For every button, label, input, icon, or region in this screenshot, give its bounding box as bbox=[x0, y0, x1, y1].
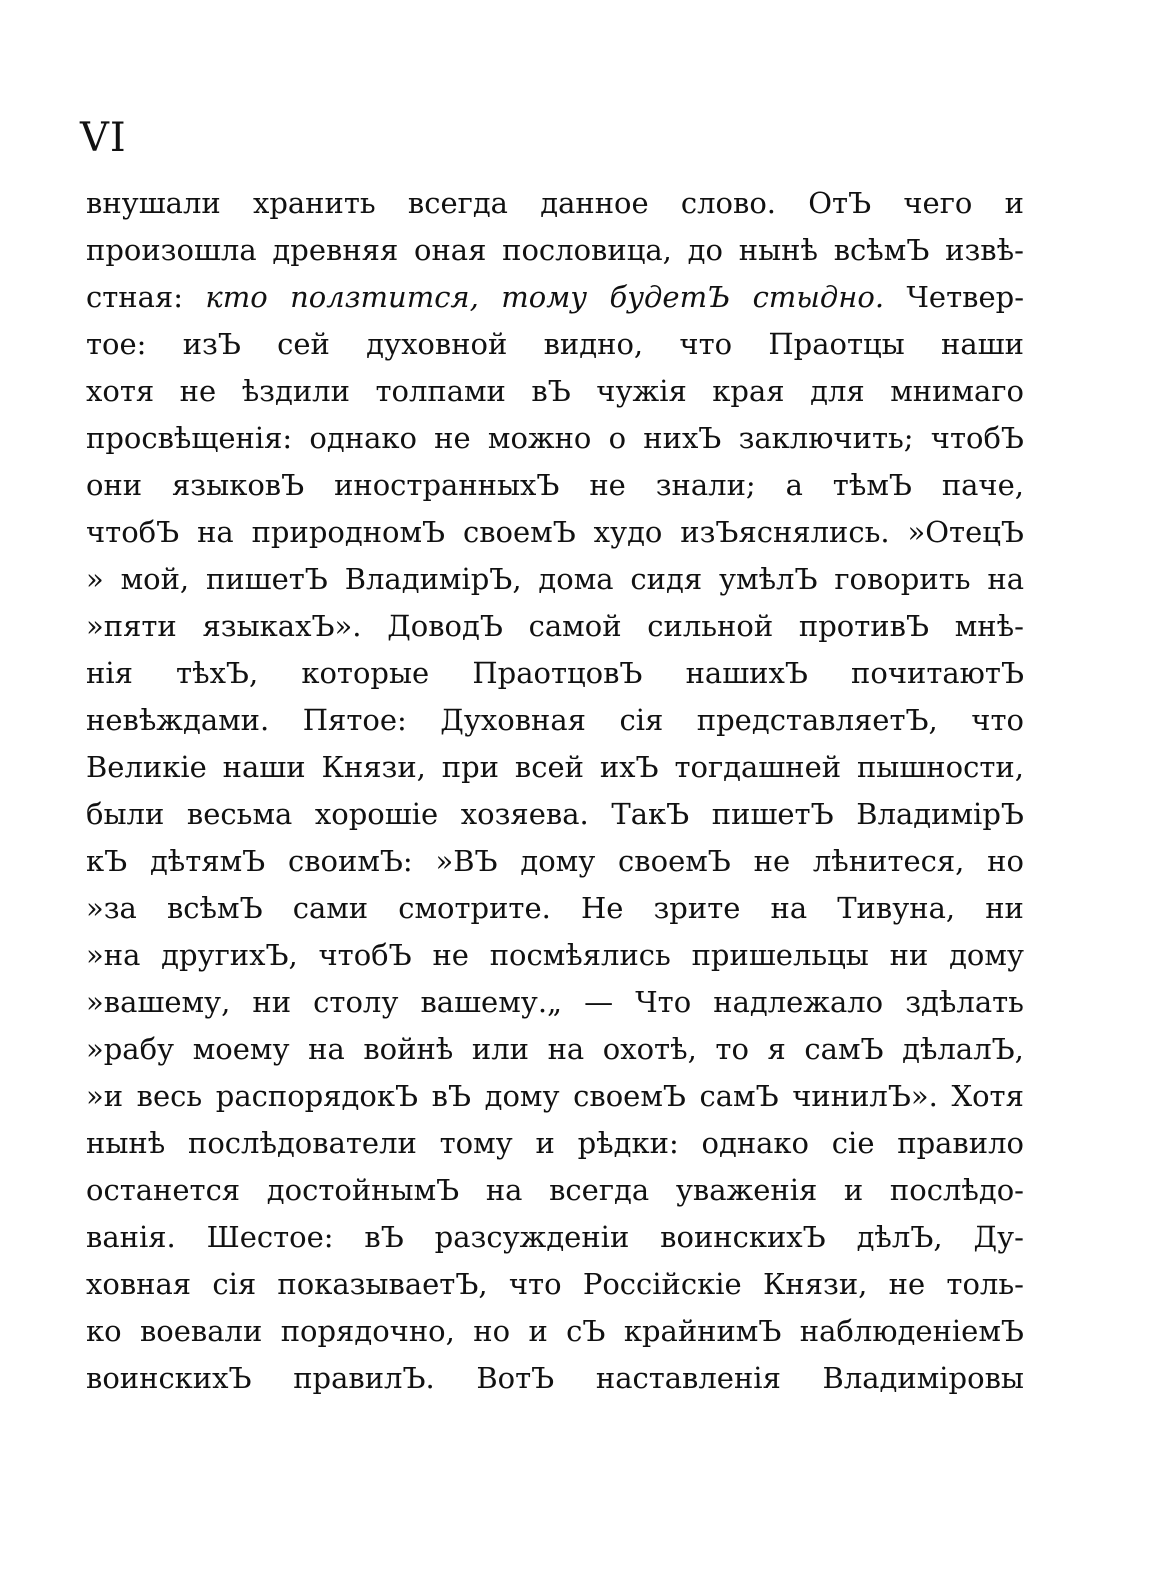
word: уваженія bbox=[675, 1173, 818, 1207]
word: всѣмЪ bbox=[833, 233, 930, 267]
word: духовной bbox=[366, 327, 508, 361]
word: столу bbox=[313, 985, 399, 1019]
word: однако bbox=[309, 421, 417, 455]
word: тому bbox=[439, 1126, 513, 1160]
word: сильной bbox=[647, 609, 774, 643]
word: правилЪ. bbox=[293, 1361, 435, 1395]
word: не bbox=[179, 374, 217, 408]
word: сей bbox=[277, 327, 330, 361]
word: хранить bbox=[252, 186, 376, 220]
word: вЪ bbox=[431, 1079, 471, 1113]
word: зрите bbox=[653, 891, 741, 925]
word: видно, bbox=[543, 327, 644, 361]
word: Князи, bbox=[762, 1267, 868, 1301]
word: своемЪ bbox=[618, 844, 731, 878]
text-line bbox=[86, 697, 1024, 744]
word: » bbox=[86, 562, 104, 596]
word: но bbox=[473, 1314, 511, 1348]
word: толпами bbox=[375, 374, 506, 408]
word: надлежало bbox=[713, 985, 884, 1019]
word: и bbox=[843, 1173, 864, 1207]
word: на bbox=[485, 1173, 523, 1207]
word: чтобЪ bbox=[930, 421, 1024, 455]
word: ВладимірЪ bbox=[856, 797, 1024, 831]
word: сіе bbox=[831, 1126, 875, 1160]
word: дому bbox=[484, 1079, 560, 1113]
word: вЪ bbox=[531, 374, 571, 408]
word: говорить bbox=[834, 562, 971, 596]
word: воинскихЪ bbox=[86, 1361, 252, 1395]
text-line bbox=[86, 274, 1024, 321]
word: извѣ- bbox=[945, 233, 1024, 267]
word: противЪ bbox=[798, 609, 929, 643]
word: которые bbox=[301, 656, 430, 690]
text-line bbox=[86, 932, 1024, 979]
word: »вашему, bbox=[86, 985, 231, 1019]
word: сЪ bbox=[566, 1314, 606, 1348]
word: своимЪ: bbox=[287, 844, 413, 878]
text-line bbox=[86, 838, 1024, 885]
text-line bbox=[86, 509, 1024, 556]
word: до bbox=[687, 233, 723, 267]
word: что bbox=[679, 327, 733, 361]
word: просвѣщенія: bbox=[86, 421, 293, 455]
text-line bbox=[86, 1073, 1024, 1120]
word: дѣлЪ, bbox=[856, 1220, 943, 1254]
word: языкахЪ». bbox=[202, 609, 362, 643]
word: всѣмЪ bbox=[166, 891, 263, 925]
word: дому bbox=[520, 844, 596, 878]
word: иностранныхЪ bbox=[334, 468, 560, 502]
word: умѣлЪ bbox=[718, 562, 818, 596]
word: пишетЪ bbox=[711, 797, 834, 831]
word: тѣхЪ, bbox=[176, 656, 259, 690]
word: сами bbox=[292, 891, 369, 925]
word: всей bbox=[514, 750, 584, 784]
word: самой bbox=[528, 609, 622, 643]
word: распорядокЪ bbox=[215, 1079, 419, 1113]
word: тѣмЪ bbox=[832, 468, 912, 502]
word: сидя bbox=[630, 562, 703, 596]
word: »рабу bbox=[86, 1032, 175, 1066]
word: заключить; bbox=[738, 421, 914, 455]
word: Тивуна, bbox=[837, 891, 956, 925]
text-line bbox=[86, 1261, 1024, 1308]
text-line bbox=[86, 368, 1024, 415]
word: Четвер- bbox=[906, 280, 1024, 314]
word: Духовная bbox=[440, 703, 586, 737]
word: охотѣ, bbox=[602, 1032, 697, 1066]
word: не bbox=[589, 468, 626, 502]
word: своемЪ bbox=[573, 1079, 686, 1113]
word: Владиміровы bbox=[822, 1361, 1024, 1395]
word: изЪ bbox=[182, 327, 241, 361]
word: правило bbox=[897, 1126, 1024, 1160]
word: однако bbox=[701, 1126, 810, 1160]
word: не bbox=[432, 938, 469, 972]
word: пришельцы bbox=[691, 938, 869, 972]
text-line bbox=[86, 791, 1024, 838]
word: вЪ bbox=[364, 1220, 404, 1254]
text-line bbox=[86, 1026, 1024, 1073]
word: наблюденіемЪ bbox=[799, 1314, 1024, 1348]
word: не bbox=[434, 421, 471, 455]
word: сія bbox=[212, 1267, 257, 1301]
word: посмѣялись bbox=[489, 938, 671, 972]
text-line bbox=[86, 556, 1024, 603]
word: ховная bbox=[86, 1267, 192, 1301]
text-line bbox=[86, 1355, 1024, 1402]
word: »ОтецЪ bbox=[907, 515, 1024, 549]
word: невѣждами. bbox=[86, 703, 270, 737]
word: на bbox=[770, 891, 808, 925]
text-line bbox=[86, 1308, 1024, 1355]
word: — bbox=[584, 985, 614, 1019]
text-line bbox=[86, 885, 1024, 932]
word: мнѣ- bbox=[954, 609, 1024, 643]
word: достойнымЪ bbox=[266, 1173, 460, 1207]
word: я bbox=[767, 1032, 786, 1066]
word: можно bbox=[487, 421, 592, 455]
word: внушали bbox=[86, 186, 221, 220]
word: слово. bbox=[680, 186, 777, 220]
word: дѣтямЪ bbox=[149, 844, 266, 878]
word: древняя bbox=[272, 233, 399, 267]
word: природномЪ bbox=[251, 515, 446, 549]
word: ползтится, bbox=[290, 280, 479, 314]
word: послѣдователи bbox=[188, 1126, 417, 1160]
word: воевали bbox=[139, 1314, 263, 1348]
word: Великіе bbox=[86, 750, 207, 784]
word: Хотя bbox=[951, 1079, 1024, 1113]
word: войнѣ bbox=[363, 1032, 454, 1066]
text-line bbox=[86, 227, 1024, 274]
word: »и bbox=[86, 1079, 124, 1113]
word: всегда bbox=[407, 186, 508, 220]
word: разсужденіи bbox=[434, 1220, 630, 1254]
word: ко bbox=[86, 1314, 122, 1348]
text-line bbox=[86, 1214, 1024, 1261]
word: на bbox=[987, 562, 1024, 596]
word: языковЪ bbox=[172, 468, 305, 502]
word: на bbox=[197, 515, 234, 549]
word: и bbox=[528, 1314, 548, 1348]
word: тое: bbox=[86, 327, 147, 361]
word: знали; bbox=[655, 468, 756, 502]
word: наставленія bbox=[595, 1361, 781, 1395]
word: оная bbox=[414, 233, 487, 267]
word: и bbox=[1004, 186, 1024, 220]
word: на bbox=[308, 1032, 345, 1066]
text-line bbox=[86, 180, 1024, 227]
word: »ВЪ bbox=[435, 844, 498, 878]
word: хорошіе bbox=[314, 797, 439, 831]
word: чтобЪ bbox=[318, 938, 412, 972]
word: крайнимЪ bbox=[623, 1314, 782, 1348]
word: ни bbox=[252, 985, 292, 1019]
word: сія bbox=[619, 703, 664, 737]
word: Князи, bbox=[321, 750, 426, 784]
word: ТакЪ bbox=[611, 797, 690, 831]
word: края bbox=[712, 374, 785, 408]
word: весьма bbox=[186, 797, 293, 831]
word: пишетЪ bbox=[205, 562, 328, 596]
word: ванія. bbox=[86, 1220, 176, 1254]
word: произошла bbox=[86, 233, 257, 267]
text-line bbox=[86, 744, 1024, 791]
word: не bbox=[888, 1267, 926, 1301]
word: Россійскіе bbox=[582, 1267, 742, 1301]
word: Шестое: bbox=[206, 1220, 334, 1254]
text-line bbox=[86, 321, 1024, 368]
word: порядочно, bbox=[280, 1314, 455, 1348]
word: ДоводЪ bbox=[387, 609, 503, 643]
word: нія bbox=[86, 656, 133, 690]
word: чтобЪ bbox=[86, 515, 180, 549]
text-line bbox=[86, 1120, 1024, 1167]
word: моему bbox=[192, 1032, 290, 1066]
word: вашему.„ bbox=[420, 985, 563, 1019]
word: чего bbox=[903, 186, 973, 220]
word: ѣздили bbox=[241, 374, 350, 408]
word: пословица, bbox=[502, 233, 672, 267]
word: дѣлалЪ, bbox=[902, 1032, 1024, 1066]
word: при bbox=[441, 750, 500, 784]
word: что bbox=[971, 703, 1024, 737]
word: и bbox=[535, 1126, 555, 1160]
text-line bbox=[86, 462, 1024, 509]
word: наши bbox=[222, 750, 306, 784]
word: были bbox=[86, 797, 165, 831]
word: паче, bbox=[941, 468, 1024, 502]
word: рѣдки: bbox=[577, 1126, 679, 1160]
word: ни bbox=[889, 938, 929, 972]
word: толь- bbox=[946, 1267, 1024, 1301]
word: нынѣ bbox=[738, 233, 818, 267]
word: самЪ bbox=[804, 1032, 884, 1066]
word: они bbox=[86, 468, 143, 502]
word: чинилЪ». bbox=[792, 1079, 938, 1113]
word: показываетЪ, bbox=[277, 1267, 488, 1301]
word: худо bbox=[593, 515, 663, 549]
text-line bbox=[86, 650, 1024, 697]
word: стная: bbox=[86, 280, 183, 314]
word: изЪяснялись. bbox=[680, 515, 890, 549]
word: лѣнитеся, bbox=[812, 844, 965, 878]
word: данное bbox=[540, 186, 649, 220]
word: »пяти bbox=[86, 609, 177, 643]
body-text bbox=[86, 180, 1024, 1402]
word: останется bbox=[86, 1173, 241, 1207]
text-line bbox=[86, 979, 1024, 1026]
word: пышности, bbox=[856, 750, 1024, 784]
word: кЪ bbox=[86, 844, 128, 878]
word: ихЪ bbox=[599, 750, 659, 784]
text-line bbox=[86, 1167, 1024, 1214]
word: Не bbox=[580, 891, 624, 925]
word: мнимаго bbox=[890, 374, 1024, 408]
word: ни bbox=[985, 891, 1024, 925]
word: хозяева. bbox=[460, 797, 589, 831]
word: своемЪ bbox=[462, 515, 576, 549]
word: представляетЪ, bbox=[696, 703, 938, 737]
word: ВладимірЪ, bbox=[344, 562, 522, 596]
word: о bbox=[608, 421, 627, 455]
page-number: VI bbox=[80, 115, 127, 161]
word: ОтЪ bbox=[808, 186, 872, 220]
word: или bbox=[471, 1032, 529, 1066]
word: здѣлать bbox=[905, 985, 1024, 1019]
word: Праотцы bbox=[768, 327, 905, 361]
word: дома bbox=[538, 562, 614, 596]
word: тогдашней bbox=[674, 750, 842, 784]
word: всегда bbox=[549, 1173, 650, 1207]
word: будетЪ bbox=[609, 280, 731, 314]
word: что bbox=[508, 1267, 562, 1301]
word: Что bbox=[635, 985, 692, 1019]
word: нынѣ bbox=[86, 1126, 166, 1160]
word: для bbox=[810, 374, 865, 408]
word: нихЪ bbox=[643, 421, 722, 455]
word: нашихЪ bbox=[685, 656, 808, 690]
word: другихЪ, bbox=[161, 938, 298, 972]
word: дому bbox=[949, 938, 1024, 972]
text-line bbox=[86, 415, 1024, 462]
word: а bbox=[785, 468, 803, 502]
word: но bbox=[987, 844, 1024, 878]
word: послѣдо- bbox=[889, 1173, 1024, 1207]
text-line bbox=[86, 603, 1024, 650]
word: ПраотцовЪ bbox=[472, 656, 643, 690]
word: хотя bbox=[86, 374, 155, 408]
word: то bbox=[715, 1032, 749, 1066]
word: не bbox=[753, 844, 791, 878]
word: наши bbox=[941, 327, 1024, 361]
word: на bbox=[547, 1032, 585, 1066]
word: тому bbox=[501, 280, 588, 314]
word: весь bbox=[136, 1079, 203, 1113]
word: кто bbox=[205, 280, 268, 314]
word: »за bbox=[86, 891, 137, 925]
word: ВотЪ bbox=[476, 1361, 555, 1395]
word: »на bbox=[86, 938, 141, 972]
word: мой, bbox=[120, 562, 190, 596]
word: воинскихЪ bbox=[660, 1220, 826, 1254]
word: Ду- bbox=[973, 1220, 1024, 1254]
word: самЪ bbox=[699, 1079, 779, 1113]
word: чужія bbox=[596, 374, 687, 408]
word: почитаютЪ bbox=[851, 656, 1024, 690]
word: стыдно. bbox=[752, 280, 885, 314]
word: Пятое: bbox=[302, 703, 407, 737]
word: смотрите. bbox=[398, 891, 551, 925]
